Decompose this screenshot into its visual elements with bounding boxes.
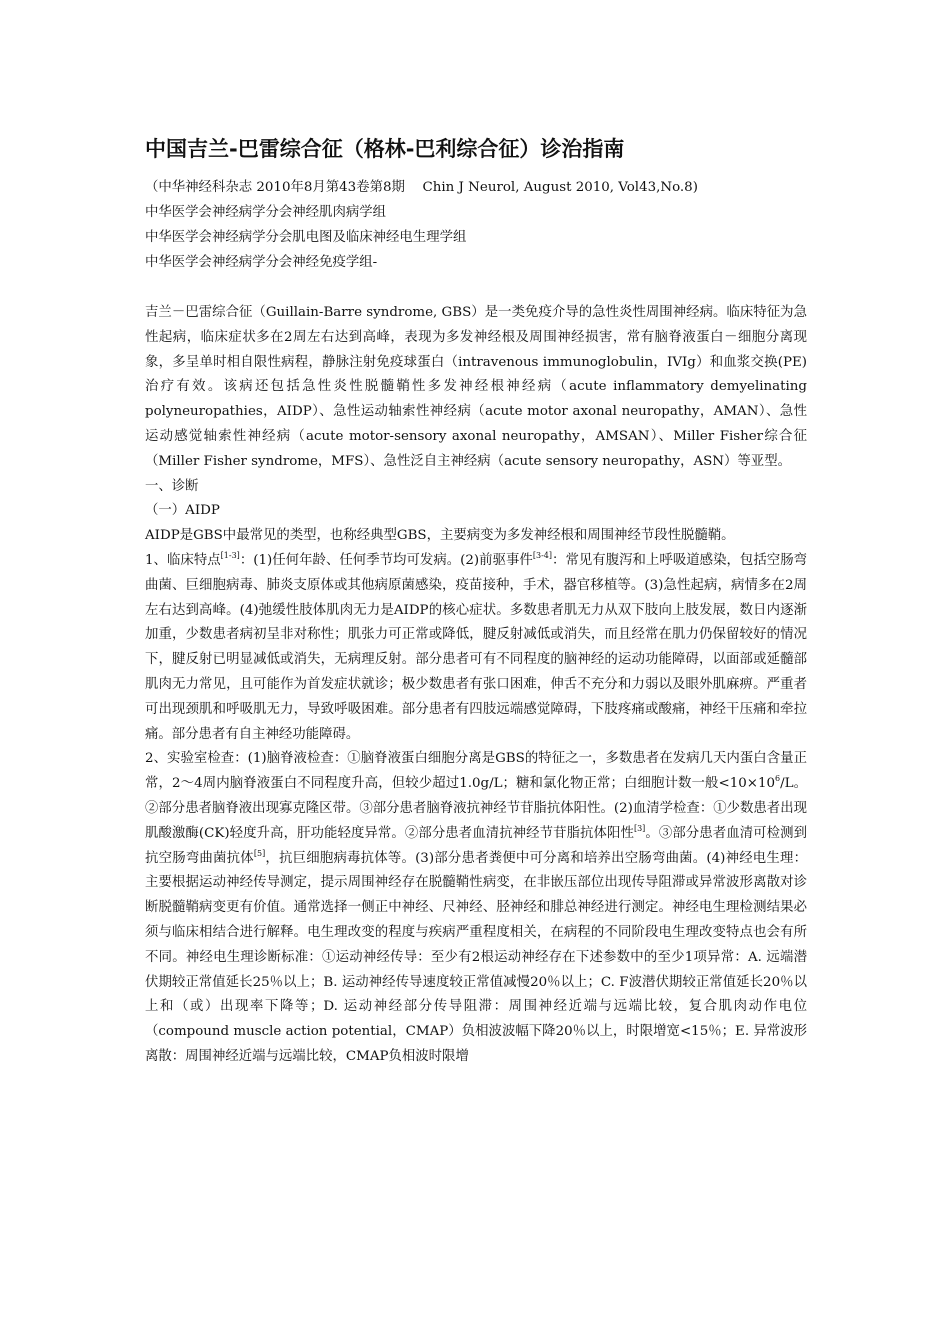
author-group-1: 中华医学会神经病学分会神经肌肉病学组 [145,205,387,220]
clinical-features-lead: 1、临床特点 [145,552,221,568]
document-title: 中国吉兰-巴雷综合征（格林-巴利综合征）诊治指南 [145,137,625,161]
lab-tests-text: /L。②部分患者脑脊液出现寡克隆区带。③部分患者脑脊液抗神经节苷脂抗体阳性。(2)血清学检查：①少数患者出现肌酸激酶(CK)轻度升高，肝功能轻度异常。②部分患者血清抗神经节苷脂抗体阳性 [145,776,807,841]
lab-tests-text: 2、实验室检查：(1)脑脊液检查：①脑脊液蛋白细胞分离是GBS的特征之一，多数患者在发病几天内蛋白含量正常，2～4周内脑脊液蛋白不同程度升高，但较少超过1.0g/L；糖和氯化物正常；白细胞计数一般<10×10 [145,751,807,792]
document-body [145,301,807,1070]
clinical-features-text: ：(1)任何年龄、任何季节均可发病。(2)前驱事件 [239,552,533,568]
citation-ref: [3-4] [532,550,552,560]
section-heading-diagnosis: 一、诊断 [145,478,199,494]
section-spacer [145,275,807,301]
author-group-3: 中华医学会神经病学分会神经免疫学组- [145,255,378,270]
citation-ref: [1-3] [220,550,240,560]
clinical-features-paragraph [145,549,807,747]
subsection-heading-aidp: （一）AIDP [145,503,220,519]
document-page [145,133,807,1070]
exponent: 6 [775,774,781,784]
document-meta [145,175,807,275]
lab-tests-text: 。③部分患者血清可检测到抗空肠弯曲菌抗体 [145,825,808,866]
author-group-2: 中华医学会神经病学分会肌电图及临床神经电生理学组 [145,230,467,245]
clinical-features-text: ：常见有腹泻和上呼吸道感染，包括空肠弯曲菌、巨细胞病毒、肺炎支原体或其他病原菌感染，疫苗接种，手术，器官移植等。(3)急性起病，病情多在2周左右达到高峰。(4)弛缓性肢体肌肉无力是AIDP的核心症状。多数患者肌无力从双下肢向上肢发展，数日内逐渐加重，少数患者病初呈非对称性；肌张力可正常或降低，腱反射减低或消失，而且经常在肌力仍保留较好的情况下，腱反射已明显减低或消失，无病理反射。部分患者可有不同程度的脑神经的运动功能障碍，以面部或延髓部肌肉无力常见，且可能作为首发症状就诊；极少数患者有张口困难，伸舌不充分和力弱以及眼外肌麻痹。严重者可出现颈肌和呼吸肌无力，导致呼吸困难。部分患者有四肢远端感觉障碍，下肢疼痛或酸痛，神经干压痛和牵拉痛。部分患者有自主神经功能障碍。 [145,552,808,742]
lab-tests-paragraph [145,747,807,1069]
lab-tests-text: ，抗巨细胞病毒抗体等。(3)部分患者粪便中可分离和培养出空肠弯曲菌。(4)神经电生理：主要根据运动神经传导测定，提示周围神经存在脱髓鞘性病变，在非嵌压部位出现传导阻滞或异常波形离散对诊断脱髓鞘病变更有价值。通常选择一侧正中神经、尺神经、胫神经和腓总神经进行测定。神经电生理检测结果必须与临床相结合进行解释。电生理改变的程度与疾病严重程度相关，在病程的不同阶段电生理改变特点也会有所不同。神经电生理诊断标准：①运动神经传导：至少有2根运动神经存在下述参数中的至少1项异常：A. 远端潜伏期较正常值延长25％以上；B. 运动神经传导速度较正常值减慢20％以上；C. F波潜伏期较正常值延长20％以上和（或）出现率下降等；D. 运动神经部分传导阻滞：周围神经近端与远端比较，复合肌肉动作电位（compound muscle action potential，CMAP）负相波波幅下降20％以上，时限增宽<15％；E. 异常波形离散：周围神经近端与远端比较，CMAP负相波时限增 [145,850,808,1064]
journal-citation: （中华神经科杂志 2010年8月第43卷第8期 Chin J Neurol, August 2010, Vol43,No.8) [145,180,698,195]
citation-ref: [3] [633,823,646,833]
intro-paragraph: 吉兰－巴雷综合征（Guillain-Barre syndrome, GBS）是一类免疫介导的急性炎性周围神经病。临床特征为急性起病，临床症状多在2周左右达到高峰，表现为多发神经根及周围神经损害，常有脑脊液蛋白－细胞分离现象，多呈单时相自限性病程，静脉注射免疫球蛋白（intravenous immunoglobulin，IVIg）和血浆交换(PE)治疗有效。该病还包括急性炎性脱髓鞘性多发神经根神经病（acute inflammatory demyelinating polyneuropathies，AIDP）、急性运动轴索性神经病（acute motor axonal neuropathy，AMAN）、急性运动感觉轴索性神经病（acute motor-sensory axonal neuropathy，AMSAN）、Miller Fisher综合征（Miller Fisher syndrome，MFS）、急性泛自主神经病（acute sensory neuropathy，ASN）等亚型。 [145,305,807,469]
aidp-paragraph: AIDP是GBS中最常见的类型，也称经典型GBS，主要病变为多发神经根和周围神经节段性脱髓鞘。 [145,528,735,544]
citation-ref: [5] [253,848,266,858]
